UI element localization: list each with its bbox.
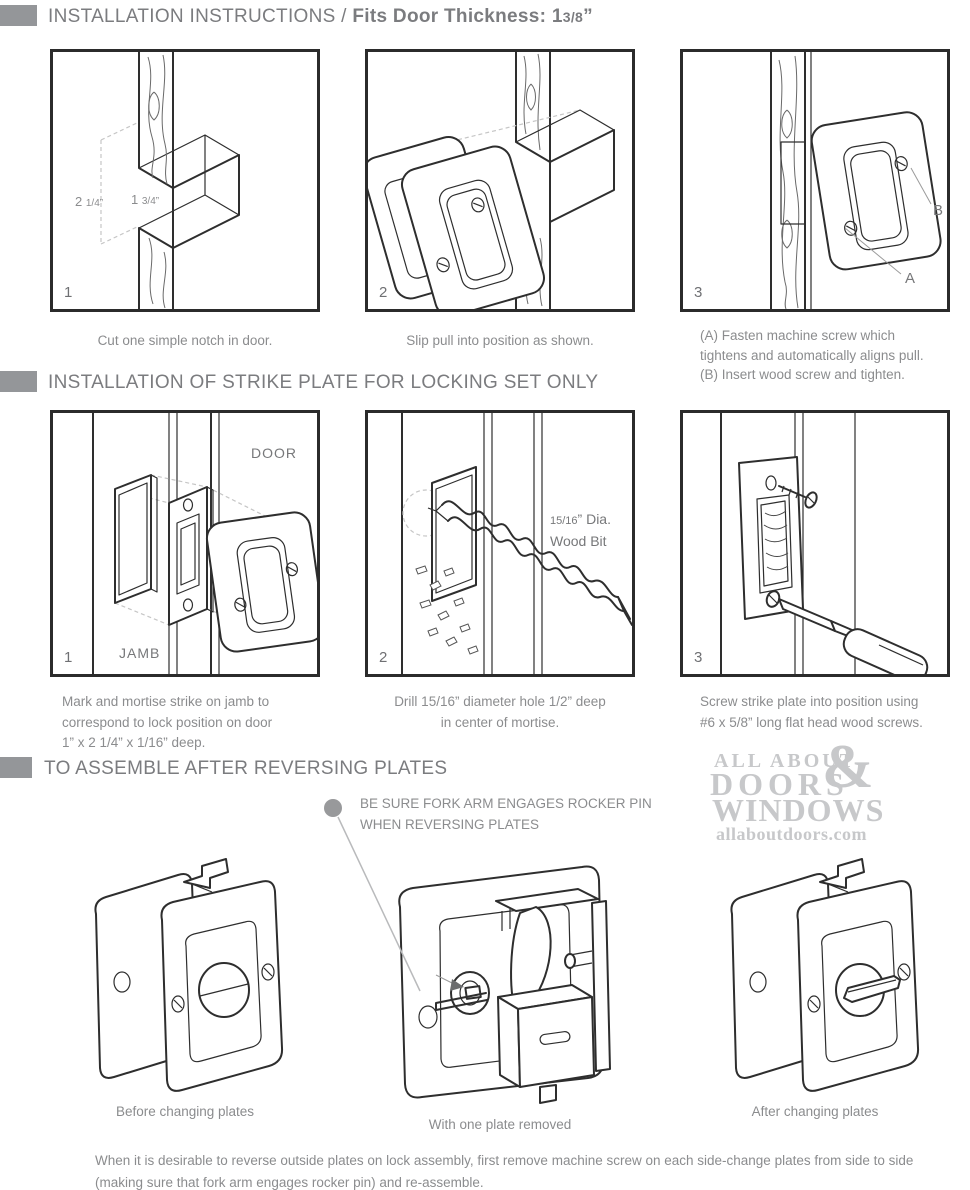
assembly-note: BE SURE FORK ARM ENGAGES ROCKER PIN WHEN REVERSING PLATES — [360, 796, 652, 832]
logo-all-about: ALL ABOUT — [714, 750, 857, 772]
page-title-regular: INSTALLATION INSTRUCTIONS / — [48, 6, 347, 27]
panel-number: 1 — [64, 284, 73, 301]
panel-number: 2 — [379, 284, 388, 301]
caption-mark-mortise: Mark and mortise strike on jamb to correspond to lock position on door 1” x 2 1/4” x 1/16” deep. — [62, 694, 273, 750]
pull-plate — [205, 510, 317, 653]
caption-after-plates: After changing plates — [751, 1104, 879, 1119]
label-b: B — [933, 202, 944, 219]
panel-number: 1 — [64, 649, 73, 666]
panel-mark-mortise — [50, 410, 320, 677]
panel-screw-strike — [680, 410, 950, 677]
panel-fasten-screws — [680, 49, 950, 312]
panel-slip-pull — [365, 49, 635, 312]
panel-number: 3 — [694, 284, 703, 301]
before-plates-illustration — [62, 852, 322, 1102]
slip-pull-illustration — [368, 52, 632, 309]
section-marker-icon — [0, 757, 32, 778]
caption-before-plates: Before changing plates — [115, 1104, 255, 1119]
caption-plate-removed: With one plate removed — [428, 1117, 572, 1132]
caption-slip-pull: Slip pull into position as shown. — [406, 333, 594, 348]
notch-illustration — [53, 52, 317, 309]
after-plates-illustration — [698, 852, 958, 1102]
panel-drill-hole — [365, 410, 635, 677]
section-marker-icon — [0, 371, 37, 392]
logo-ampersand-icon: & — [822, 733, 874, 801]
caption-screw-strike: Screw strike plate into position using #6 x 5/8” long flat head wood screws. — [700, 694, 923, 730]
section-assemble-title: TO ASSEMBLE AFTER REVERSING PLATES — [44, 758, 448, 779]
dimension-left: 2 1/4” — [75, 194, 104, 209]
note-pointer-icon — [320, 795, 440, 1010]
section-marker-icon — [0, 5, 37, 26]
page-title-bold: Fits Door Thickness: 13/8” — [352, 6, 593, 27]
pull-assembly — [368, 122, 548, 309]
logo-url: allaboutdoors.com — [716, 824, 868, 844]
screw-strike-illustration — [683, 413, 947, 674]
label-jamb: JAMB — [119, 645, 161, 661]
caption-cut-notch: Cut one simple notch in door. — [97, 333, 273, 348]
footer-paragraph: When it is desirable to reverse outside plates on lock assembly, first remove machine screw on each side-change plates from side to side (making sure that fork arm engages rocker pin) and re-assemble. — [95, 1153, 914, 1190]
caption-fasten-screws: (A) Fasten machine screw which tightens and automatically aligns pull. (B) Insert wood screw and tighten. — [700, 328, 924, 382]
label-door: DOOR — [251, 445, 297, 461]
label-wood-bit: 15/16” Dia. Wood Bit — [550, 511, 611, 549]
pull-plate — [809, 110, 942, 272]
panel-number: 3 — [694, 649, 703, 666]
label-a: A — [905, 270, 916, 287]
panel-number: 2 — [379, 649, 388, 666]
logo-doors: DOORS — [710, 766, 849, 802]
dimension-right: 1 3/4” — [131, 192, 160, 207]
logo-windows: WINDOWS — [712, 792, 885, 828]
panel-cut-notch — [50, 49, 320, 312]
section-strike-title: INSTALLATION OF STRIKE PLATE FOR LOCKING SET ONLY — [48, 372, 599, 393]
page-title — [48, 6, 593, 28]
caption-drill-hole: Drill 15/16” diameter hole 1/2” deep in center of mortise. — [394, 694, 606, 730]
